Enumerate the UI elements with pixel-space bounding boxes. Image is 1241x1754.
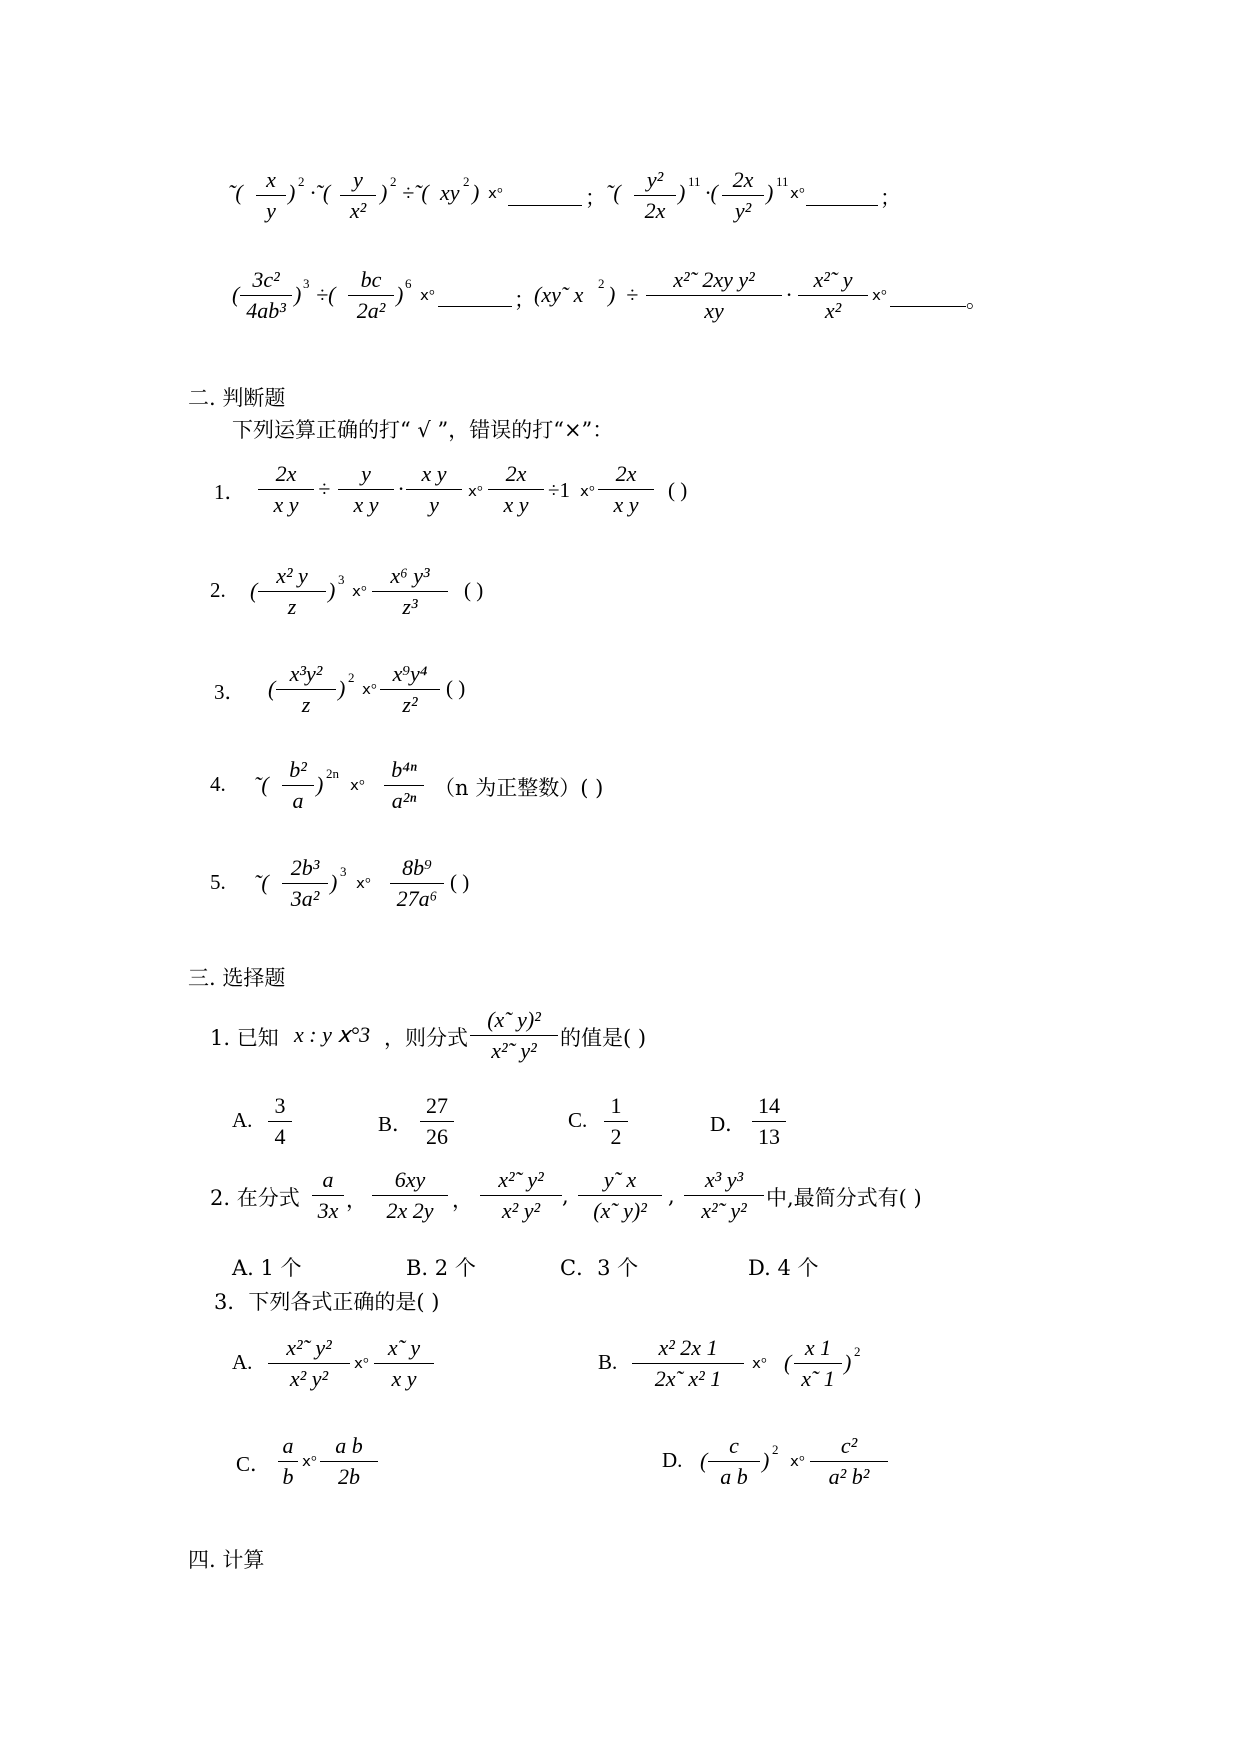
option-label[interactable]: B.: [598, 1350, 618, 1374]
equals-glyph: ⅹ°: [350, 778, 365, 794]
paren-open: (: [250, 578, 258, 603]
paren-close: ): [608, 282, 616, 307]
paren-close: ): [380, 180, 388, 205]
option-fraction[interactable]: 14 13: [752, 1091, 786, 1152]
condition: x : y ⅹ°3: [294, 1022, 371, 1047]
operator: ÷(: [316, 282, 336, 307]
answer-blank[interactable]: [806, 205, 878, 206]
paren-open: ˜(: [606, 180, 621, 205]
option-a[interactable]: A. 1 个: [232, 1256, 302, 1280]
paren-open: ˜(: [254, 772, 269, 797]
option-fraction[interactable]: c² a² b²: [810, 1431, 888, 1492]
option-fraction[interactable]: x˜ y x y: [374, 1333, 434, 1394]
question-stem: 中,最简分式有( ): [766, 1186, 922, 1210]
comma: ，: [452, 1188, 473, 1212]
answer-parens[interactable]: ( ): [446, 676, 466, 700]
equals-glyph: ⅹ°: [302, 1454, 317, 1470]
fraction: bc 2a²: [348, 265, 394, 326]
paren-close: ): [316, 772, 324, 797]
option-fraction[interactable]: a b 2b: [320, 1431, 378, 1492]
exponent: 11: [776, 174, 789, 189]
paren-close: ): [396, 282, 404, 307]
paren-close: ): [294, 282, 302, 307]
item-number: 4.: [210, 772, 226, 796]
term: xy: [440, 180, 460, 205]
fraction: b² a: [282, 755, 314, 816]
fraction: 3c² 4ab³: [240, 265, 292, 326]
fraction: 8b⁹ 27a⁶: [390, 853, 444, 914]
option-fraction[interactable]: c a b: [708, 1431, 760, 1492]
paren-close: ): [678, 180, 686, 205]
operator: ·(: [705, 180, 718, 205]
question-stem: 的值是( ): [560, 1026, 647, 1050]
exponent: 2: [463, 174, 470, 189]
fraction: x⁶ y³ z³: [372, 561, 448, 622]
paren-close: ): [762, 1448, 770, 1473]
separator: ；: [514, 288, 535, 312]
option-label[interactable]: D．: [710, 1112, 747, 1136]
option-b[interactable]: B. 2 个: [406, 1256, 476, 1280]
option-fraction[interactable]: x²˜ y² x² y²: [268, 1333, 350, 1394]
equals-glyph: ⅹ°: [580, 484, 595, 500]
fraction: 2b³ 3a²: [282, 853, 328, 914]
operator: ÷1: [548, 478, 571, 502]
operator: ÷: [318, 476, 331, 501]
fraction: x³ y³ x²˜ y²: [684, 1165, 764, 1226]
item-number: 3．: [214, 680, 246, 704]
equals-glyph: ⅹ°: [790, 1454, 805, 1470]
paren-open: ˜(: [228, 180, 243, 205]
fraction: x² y z: [258, 561, 326, 622]
exponent: 2: [854, 1344, 861, 1359]
question-stem: 3．下列各式正确的是( ): [214, 1290, 440, 1314]
operator: ·˜(: [310, 180, 331, 205]
operator: ·: [786, 282, 792, 307]
option-fraction[interactable]: x 1 x˜ 1: [794, 1333, 842, 1394]
comma: ，: [346, 1188, 367, 1212]
paren-open: (: [232, 282, 240, 307]
question-stem: 1. 已知: [210, 1026, 279, 1050]
separator: 。: [966, 288, 987, 312]
option-label[interactable]: B．: [378, 1112, 414, 1136]
paren-close: ): [328, 578, 336, 603]
answer-blank[interactable]: [438, 306, 512, 307]
fraction: x²˜ 2xy y² xy: [646, 265, 782, 326]
item-number: 1．: [214, 480, 246, 504]
operator: ·: [398, 476, 404, 501]
exponent: 2: [348, 670, 355, 685]
option-d[interactable]: D. 4 个: [748, 1256, 819, 1280]
fraction: x y: [256, 165, 286, 226]
fraction: y˜ x (x˜ y)²: [578, 1165, 662, 1226]
separator: ；: [880, 186, 901, 210]
paren-open: ˜(: [254, 870, 269, 895]
fraction: y x y: [338, 459, 394, 520]
instruction-text: 下列运算正确的打“ √ ”，错误的打“×”：: [232, 418, 614, 442]
answer-parens[interactable]: （n 为正整数）( ): [434, 776, 604, 800]
exponent: 6: [405, 276, 412, 291]
fraction: y x²: [340, 165, 376, 226]
equals-glyph: ⅹ°: [356, 876, 371, 892]
section-heading: 三. 选择题: [188, 966, 286, 990]
paren-close: ): [844, 1350, 852, 1375]
fraction: a 3x: [312, 1165, 344, 1226]
fraction: y² 2x: [634, 165, 676, 226]
fraction: 2x x y: [258, 459, 314, 520]
option-fraction[interactable]: 1 2: [604, 1091, 628, 1152]
option-fraction[interactable]: a b: [278, 1431, 298, 1492]
option-fraction[interactable]: 27 26: [420, 1091, 454, 1152]
exponent: 3: [340, 864, 347, 879]
item-number: 2.: [210, 578, 226, 602]
exponent: 2: [772, 1442, 779, 1457]
equals-glyph: ⅹ°: [352, 584, 367, 600]
paren-close: ): [766, 180, 774, 205]
fraction: x³y² z: [276, 659, 336, 720]
answer-blank[interactable]: [508, 205, 582, 206]
equals-glyph: ⅹ°: [790, 186, 805, 202]
fraction: b⁴ⁿ a²ⁿ: [384, 755, 424, 816]
term: (xy˜ x: [534, 282, 584, 307]
fraction: (x˜ y)² x²˜ y²: [470, 1005, 558, 1066]
exponent: 2n: [326, 766, 339, 781]
exponent: 2: [298, 174, 305, 189]
section-heading: 二. 判断题: [188, 386, 286, 410]
option-label[interactable]: A.: [232, 1108, 253, 1132]
paren-open: (: [268, 676, 276, 701]
option-fraction[interactable]: x² 2x 1 2x˜ x² 1: [632, 1333, 744, 1394]
fraction: 2x x y: [598, 459, 654, 520]
paren-close: ): [338, 676, 346, 701]
option-fraction[interactable]: 3 4: [268, 1091, 292, 1152]
fraction: 2x x y: [488, 459, 544, 520]
option-label[interactable]: C．: [236, 1452, 272, 1476]
exponent: 3: [338, 572, 345, 587]
fraction: x y y: [406, 459, 462, 520]
exponent: 2: [598, 276, 605, 291]
comma: ,: [562, 1184, 569, 1208]
fraction: x²˜ y x²: [798, 265, 868, 326]
equals-glyph: ⅹ°: [362, 682, 377, 698]
exponent: 2: [390, 174, 397, 189]
paren-close: ): [288, 180, 296, 205]
operator: ÷˜(: [402, 180, 429, 205]
exponent: 11: [688, 174, 701, 189]
question-stem: 2. 在分式: [210, 1186, 300, 1210]
equals-glyph: ⅹ°: [354, 1356, 369, 1372]
equals-glyph: ⅹ°: [872, 288, 887, 304]
item-number: 5.: [210, 870, 226, 894]
answer-parens[interactable]: ( ): [464, 578, 484, 602]
separator: ；: [585, 186, 606, 210]
answer-parens[interactable]: ( ): [668, 478, 688, 502]
paren-close: ): [330, 870, 338, 895]
paren-close: ): [472, 180, 480, 205]
fraction: 6xy 2x 2y: [372, 1165, 448, 1226]
option-label[interactable]: C.: [568, 1108, 588, 1132]
comma: ,: [668, 1184, 675, 1208]
operator: ÷: [626, 282, 639, 307]
exponent: 3: [303, 276, 310, 291]
fraction: x⁹y⁴ z²: [380, 659, 440, 720]
fraction: x²˜ y² x² y²: [480, 1165, 562, 1226]
answer-parens[interactable]: ( ): [450, 870, 470, 894]
equals-glyph: ⅹ°: [488, 186, 503, 202]
answer-blank[interactable]: [890, 306, 966, 307]
question-stem: ，则分式: [384, 1026, 468, 1050]
section-heading: 四. 计算: [188, 1548, 265, 1572]
paren-open: (: [784, 1350, 792, 1375]
option-c[interactable]: C．3 个: [560, 1256, 639, 1280]
equals-glyph: ⅹ°: [468, 484, 483, 500]
fraction: 2x y²: [722, 165, 764, 226]
paren-open: (: [700, 1448, 708, 1473]
option-label[interactable]: A.: [232, 1350, 253, 1374]
equals-glyph: ⅹ°: [420, 288, 435, 304]
option-label[interactable]: D.: [662, 1448, 683, 1472]
equals-glyph: ⅹ°: [752, 1356, 767, 1372]
